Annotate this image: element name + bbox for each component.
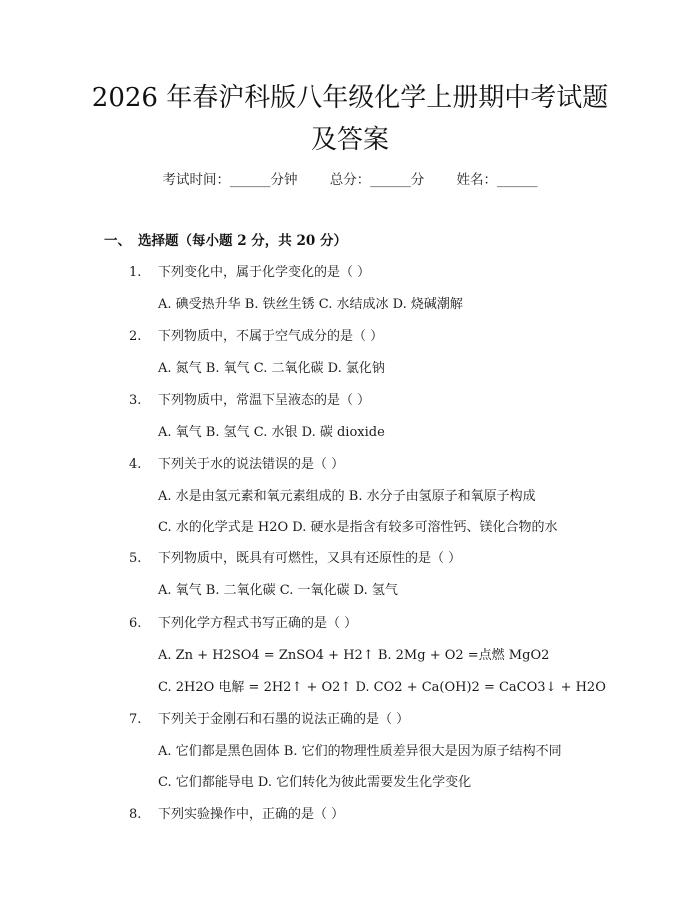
question-options: C. 水的化学式是 H2O D. 硬水是指含有较多可溶性钙、镁化合物的水 [158, 520, 558, 535]
question-options: C. 它们都能导电 D. 它们转化为彼此需要发生化学变化 [158, 775, 472, 790]
question-text: 下列关于金刚石和石墨的说法正确的是（ ） [158, 712, 410, 727]
name-field: 姓名：______ [456, 172, 538, 188]
question-number: 8. [129, 807, 142, 822]
question-text: 下列物质中，常温下呈液态的是（ ） [158, 393, 371, 408]
question-number: 1. [129, 265, 142, 280]
question-text: 下列物质中，不属于空气成分的是（ ） [158, 329, 384, 344]
question-options: A. 碘受热升华 B. 铁丝生锈 C. 水结成冰 D. 烧碱潮解 [158, 297, 463, 312]
question-options: A. 氧气 B. 二氧化碳 C. 一氧化碳 D. 氢气 [158, 583, 398, 598]
question-number: 5. [129, 551, 142, 566]
question-options: C. 2H2O 电解 = 2H2↑ + O2↑ D. CO2 + Ca(OH)2 = CaCO3↓ + H2O [158, 680, 606, 695]
question-options: A. 氧气 B. 氢气 C. 水银 D. 碳 dioxide [158, 425, 385, 440]
question-number: 4. [129, 457, 142, 472]
question-text: 下列关于水的说法错误的是（ ） [158, 457, 345, 472]
question-text: 下列化学方程式书写正确的是（ ） [158, 616, 358, 631]
section-label: 选择题（每小题 2 分，共 20 分） [138, 233, 347, 249]
exam-meta [0, 168, 700, 188]
document-title [60, 77, 640, 161]
question-item [129, 325, 383, 344]
exam-time-field: 考试时间：______分钟 [162, 172, 298, 188]
question-number: 2. [129, 329, 142, 344]
total-score-field: 总分：______分 [329, 172, 425, 188]
question-number: 3. [129, 393, 142, 408]
question-options: A. Zn + H2SO4 = ZnSO4 + H2↑ B. 2Mg + O2 =点燃 MgO2 [158, 648, 550, 663]
question-item [129, 803, 344, 822]
question-text: 下列物质中，既具有可燃性，又具有还原性的是（ ） [158, 551, 462, 566]
title-line-1: 2026 年春沪科版八年级化学上册期中考试题 [91, 83, 609, 113]
question-number: 7. [129, 712, 142, 727]
section-number: 一、 [104, 233, 131, 249]
question-item [129, 261, 370, 280]
question-item [129, 708, 409, 727]
title-line-2: 及答案 [310, 125, 389, 155]
question-options: A. 水是由氢元素和氧元素组成的 B. 水分子由氢原子和氧原子构成 [158, 489, 536, 504]
question-item [129, 612, 357, 631]
question-text: 下列实验操作中，正确的是（ ） [158, 807, 345, 822]
question-options: A. 氮气 B. 氧气 C. 二氧化碳 D. 氯化钠 [158, 361, 385, 376]
question-item [129, 547, 461, 566]
question-item [129, 389, 370, 408]
question-options: A. 它们都是黑色固体 B. 它们的物理性质差异很大是因为原子结构不同 [158, 744, 562, 759]
question-number: 6. [129, 616, 142, 631]
section-heading [104, 229, 347, 249]
question-text: 下列变化中，属于化学变化的是（ ） [158, 265, 371, 280]
question-item [129, 453, 344, 472]
